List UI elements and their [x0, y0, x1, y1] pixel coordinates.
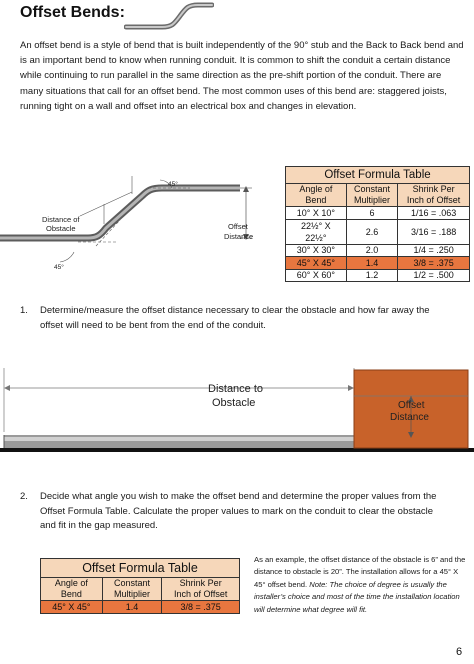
- cell-multiplier: 1.2: [346, 269, 398, 282]
- cell-shrink: 3/8 = .375: [162, 601, 240, 614]
- offset-distance-box-label-1: Offset: [398, 400, 425, 411]
- step-1-number: 1.: [20, 305, 28, 316]
- angle-top-label: 45°: [168, 181, 178, 188]
- cell-shrink: 1/2 = .500: [398, 269, 470, 282]
- table-caption: Offset Formula Table: [286, 167, 470, 184]
- header-multiplier-line1: Constant: [353, 184, 390, 194]
- distance-of-obstacle-label-1: Distance of: [42, 215, 80, 224]
- step-2: [20, 490, 466, 534]
- intro-paragraph: An offset bend is a style of bend that is built independently of the 90° stub and the Back to Back bend and is an important bend to know when running conduit. It is common to shift the conduit a certain distance while continuing to run parallel in the same direction as the pre-shift portion of the conduit. There are many situations that call for an offset bend. The most common uses of this bend are: staggered joists, running tight on a wall and offset into an electrical box and changes in elevation.: [20, 40, 464, 112]
- header-angle-line1: Angle of: [299, 184, 333, 194]
- header-shrink-line1: Shrink Per: [412, 184, 455, 194]
- cell-angle: 30° X 30°: [286, 244, 347, 257]
- offset-distance-box-label-2: Distance: [390, 412, 429, 423]
- offset-bend-icon: [124, 0, 214, 32]
- table-row: [286, 219, 470, 244]
- table-row: [286, 269, 470, 282]
- header-multiplier-line1: Constant: [114, 578, 151, 588]
- example-note: Note: The choice of degree is usually the installer’s choice and most of the time the installation location will determine what degree will fit.: [254, 579, 460, 614]
- offset-bend-diagram: [0, 162, 280, 292]
- distance-to-obstacle-label-1: Distance to: [208, 383, 264, 395]
- step-1-line2: offset will need to be bent from the end of the conduit.: [40, 319, 266, 331]
- cell-multiplier: 2.0: [346, 244, 398, 257]
- header-shrink: [398, 184, 470, 207]
- cell-angle: 22½° X 22½°: [286, 219, 347, 244]
- header-shrink: [162, 578, 240, 601]
- cell-shrink: 3/16 = .188: [398, 219, 470, 244]
- table-row-highlighted: [41, 601, 240, 614]
- example-paragraph: [254, 554, 466, 616]
- offset-formula-table: [285, 166, 470, 282]
- table-caption: Offset Formula Table: [41, 559, 240, 578]
- step-2-line3: and fit in the gap measured.: [40, 520, 158, 531]
- table-row: [286, 244, 470, 257]
- cell-angle: 10° X 10°: [286, 207, 347, 220]
- cell-angle: 45° X 45°: [41, 601, 103, 614]
- header-angle: [41, 578, 103, 601]
- header-angle-line2: Bend: [60, 589, 82, 599]
- header-multiplier: [102, 578, 162, 601]
- distance-of-obstacle-label-2: Obstacle: [46, 224, 76, 233]
- header-angle-line2: Bend: [305, 195, 327, 205]
- example-text: As an example, the offset distance of the obstacle is 6” and the distance to obstacle is 20”. The installation allows for a 45° X 45° offset bend.: [254, 555, 466, 589]
- header-angle: [286, 184, 347, 207]
- page-title: Offset Bends:: [20, 4, 125, 21]
- offset-distance-label-2: Distance: [224, 232, 254, 241]
- cell-shrink: 1/16 = .063: [398, 207, 470, 220]
- obstacle-diagram: [0, 362, 474, 472]
- cell-shrink: 1/4 = .250: [398, 244, 470, 257]
- offset-distance-label-1: Offset: [228, 222, 248, 231]
- header-angle-line1: Angle of: [54, 578, 88, 588]
- cell-angle: 60° X 60°: [286, 269, 347, 282]
- cell-shrink: 3/8 = .375: [398, 257, 470, 270]
- step-2-line2: Offset Formula Table. Calculate the proper values to mark on the conduit to clear the obstacle: [40, 505, 434, 517]
- angle-bottom-label: 45°: [54, 264, 64, 271]
- header-shrink-line2: Inch of Offset: [406, 195, 461, 205]
- cell-multiplier: 6: [346, 207, 398, 220]
- header-multiplier: [346, 184, 398, 207]
- cell-multiplier: 2.6: [346, 219, 398, 244]
- step-2-number: 2.: [20, 491, 28, 502]
- header-multiplier-line2: Multiplier: [353, 195, 390, 205]
- cell-angle: 45° X 45°: [286, 257, 347, 270]
- header-shrink-line2: Inch of Offset: [174, 589, 228, 599]
- page-number: 6: [456, 646, 463, 658]
- step-1-line1: Determine/measure the offset distance necessary to clear the obstacle and how far away the: [40, 305, 430, 316]
- header-shrink-line1: Shrink Per: [179, 578, 222, 588]
- step-1: [20, 304, 466, 333]
- header-multiplier-line2: Multiplier: [114, 589, 151, 599]
- cell-multiplier: 1.4: [102, 601, 162, 614]
- offset-formula-table-example: [40, 558, 240, 614]
- step-2-line1: Decide what angle you wish to make the offset bend and determine the proper values from the: [40, 491, 437, 502]
- cell-multiplier: 1.4: [346, 257, 398, 270]
- table-row-highlighted: [286, 257, 470, 270]
- distance-to-obstacle-label-2: Obstacle: [212, 397, 256, 409]
- table-row: [286, 207, 470, 220]
